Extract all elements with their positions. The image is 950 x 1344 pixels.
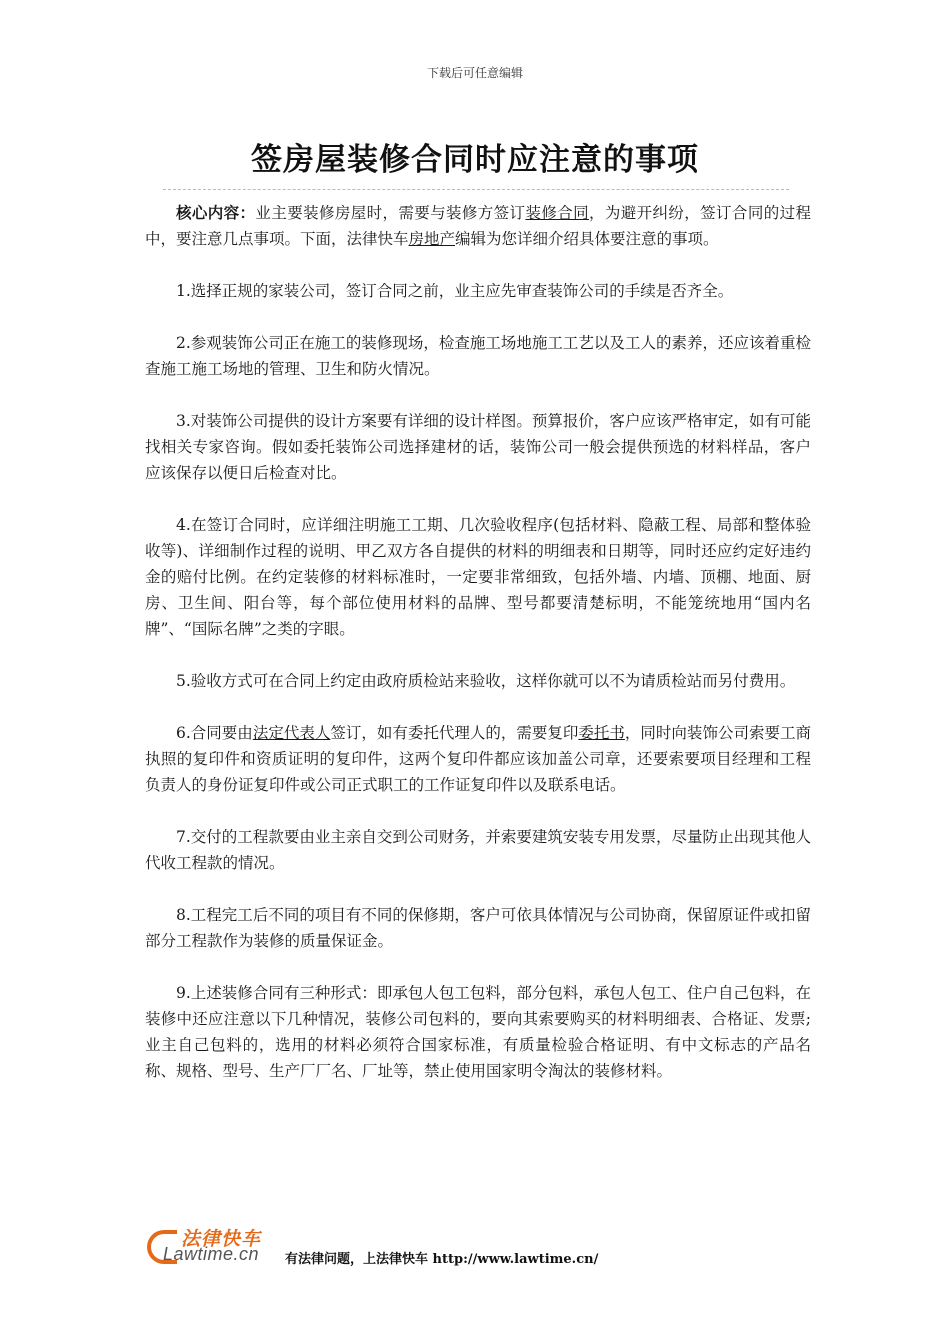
link-legal-representative[interactable]: 法定代表人 — [252, 724, 331, 742]
intro-label: 核心内容： — [176, 203, 256, 222]
page-title: 签房屋装修合同时应注意的事项 — [251, 142, 699, 178]
intro-text: 业主要装修房屋时，需要与装修方签订 — [255, 204, 526, 222]
link-power-of-attorney[interactable]: 委托书 — [578, 724, 625, 742]
item-4: 4.在签订合同时，应详细注明施工工期、几次验收程序(包括材料、隐蔽工程、局部和整体验收等)、详细制作过程的说明、甲乙双方各自提供的材料的明细表和日期等，同时还应约定好违约金的赔付比例。在约定装修的材料标准时，一定要非常细致，包括外墙、内墙、顶棚、地面、厨房、卫生间、阳台等，每个部位使用材料的品牌、型号都要清楚标明，不能笼统地用“国内名牌”、“国际名牌”之类的字眼。 — [145, 516, 811, 638]
item-6-text: 签订，如有委托代理人的，需要复印 — [330, 724, 579, 742]
logo-en-text: Lawtime.cn — [163, 1244, 260, 1264]
item-6-text: 6.合同要由 — [176, 724, 253, 742]
intro-text: ，为避开纠纷，签订合同的过程中，要注意几点事项。下面，法律快车 — [145, 204, 811, 248]
title-divider — [163, 189, 789, 190]
item-9: 9.上述装修合同有三种形式：即承包人包工包料，部分包料，承包人包工、住户自己包料，在装修中还应注意以下几种情况，装修公司包料的，要向其索要购买的材料明细表、合格证、发票;业主自己包料的，选用的材料必须符合国家标准，有质量检验合格证明、有中文标志的产品名称、规格、型号、生产厂厂名、厂址等，禁止使用国家明令淘汰的装修材料。 — [145, 984, 811, 1080]
item-7: 7.交付的工程款要由业主亲自交到公司财务，并索要建筑安装专用发票，尽量防止出现其他人代收工程款的情况。 — [145, 828, 811, 872]
link-renovation-contract[interactable]: 装修合同 — [525, 204, 589, 222]
item-6 — [145, 720, 811, 798]
article-body — [145, 200, 811, 1110]
item-1: 1.选择正规的家装公司，签订合同之前，业主应先审查装饰公司的手续是否齐全。 — [176, 282, 734, 300]
lawtime-logo[interactable] — [145, 1224, 285, 1268]
logo-cn-text: 法律快车 — [181, 1228, 262, 1250]
item-8: 8.工程完工后不同的项目有不同的保修期，客户可依具体情况与公司协商，保留原证件或扣留部分工程款作为装修的质量保证金。 — [145, 906, 811, 950]
item-5: 5.验收方式可在合同上约定由政府质检站来验收，这样你就可以不为请质检站而另付费用。 — [176, 672, 796, 690]
link-real-estate[interactable]: 房地产 — [408, 230, 456, 248]
item-6-text: ，同时向装饰公司索要工商执照的复印件和资质证明的复印件，这两个复印件都应该加盖公司章，还要索要项目经理和工程负责人的身份证复印件或公司正式职工的工作证复印件以及联系电话。 — [145, 724, 811, 794]
item-2: 2.参观装饰公司正在施工的装修现场，检查施工场地施工工艺以及工人的素养，还应该着重检查施工施工场地的管理、卫生和防火情况。 — [145, 334, 811, 378]
intro-paragraph — [145, 200, 811, 252]
footer — [145, 1224, 805, 1268]
header-note: 下载后可任意编辑 — [426, 66, 523, 80]
item-3: 3.对装饰公司提供的设计方案要有详细的设计样图。预算报价，客户应该严格审定，如有可能找相关专家咨询。假如委托装饰公司选择建材的话，装饰公司一般会提供预选的材料样品，客户应该保存以便日后检查对比。 — [145, 412, 811, 482]
intro-text: 编辑为您详细介绍具体要注意的事项。 — [455, 230, 719, 248]
footer-slogan: 有法律问题，上法律快车 http://www.lawtime.cn/ — [285, 1252, 599, 1267]
